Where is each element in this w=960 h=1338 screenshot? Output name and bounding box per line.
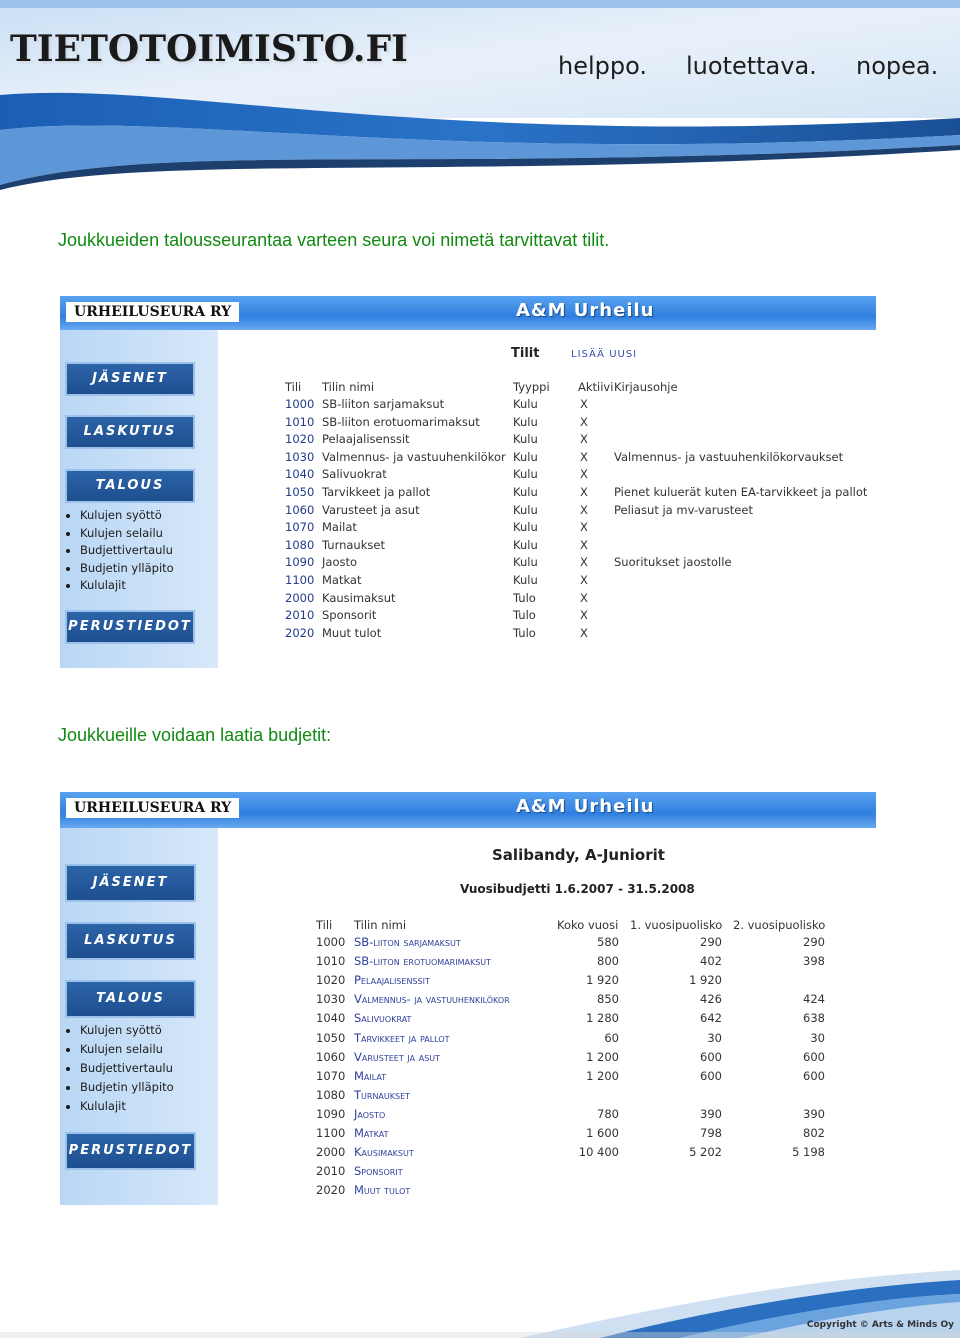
budget-cell: 1070 (316, 1068, 346, 1083)
budget-cell: 2010 (316, 1164, 346, 1179)
accounts-screenshot (60, 296, 876, 668)
budget-cell: 290 (803, 935, 825, 949)
submenu-kulujen-selailu[interactable]: • Kulujen selailu (80, 525, 174, 543)
budget-cell: Turnaukset (354, 1087, 411, 1102)
accounts-cell: Tulo (513, 608, 536, 623)
accounts-header-cell: Tilin nimi (322, 380, 375, 394)
accounts-cell: 1090 (285, 555, 315, 570)
budget-cell: 600 (803, 1049, 825, 1064)
budget-cell: Muut tulot (354, 1183, 411, 1198)
budget-cell: 1 920 (586, 973, 619, 988)
budget-cell: 30 (810, 1030, 825, 1045)
budget-cell: 780 (597, 1106, 619, 1121)
budget-header-cell: Tilin nimi (354, 918, 407, 932)
budget-cell: Pelaajalisenssit (354, 973, 430, 988)
accounts-cell: X (580, 432, 588, 447)
budget-cell: 600 (700, 1049, 722, 1064)
budget-header-cell: 2. vuosipuolisko (733, 918, 826, 932)
nav-perustiedot-button[interactable]: PERUSTIEDOT (65, 1132, 196, 1170)
submenu-kululajit[interactable]: • Kululajit (80, 1097, 174, 1116)
accounts-cell: 1000 (285, 397, 315, 411)
budget-cell: 1010 (316, 954, 346, 969)
accounts-cell: 1100 (285, 573, 315, 587)
budget-cell: 10 400 (578, 1145, 619, 1160)
accounts-cell: X (580, 625, 588, 640)
budget-header-cell: Tili (316, 918, 333, 932)
accounts-cell: Tulo (513, 625, 536, 640)
accounts-cell: X (580, 449, 588, 464)
submenu-budjettivertaulu[interactable]: • Budjettivertaulu (80, 1059, 174, 1078)
accounts-cell: Peliasut ja mv-varusteet (614, 502, 753, 517)
accounts-cell: 1050 (285, 485, 315, 499)
nav-laskutus-button[interactable]: LASKUTUS (65, 922, 196, 960)
talous-submenu (68, 1021, 174, 1116)
accounts-cell: X (580, 520, 588, 535)
budget-team-title: Salibandy, A-Juniorit (492, 846, 665, 864)
budget-cell: 600 (700, 1068, 722, 1083)
accounts-cell: X (580, 573, 588, 587)
accounts-cell[interactable]: Valmennus- ja vastuuhenkilökor (322, 449, 506, 464)
budget-cell: Matkat (354, 1126, 389, 1140)
budget-cell: 5 198 (792, 1145, 825, 1160)
submenu-budjetin-yllapito[interactable]: • Budjetin ylläpito (80, 560, 174, 578)
accounts-cell: X (580, 537, 588, 552)
accounts-cell[interactable]: Kausimaksut (322, 590, 396, 605)
budget-cell: 290 (700, 935, 722, 949)
submenu-kulujen-syotto[interactable]: • Kulujen syöttö (80, 507, 174, 525)
accounts-cell: 2010 (285, 608, 315, 623)
budget-cell: Jaosto (354, 1106, 386, 1121)
submenu-budjetin-yllapito[interactable]: • Budjetin ylläpito (80, 1078, 174, 1097)
budget-cell: 2000 (316, 1145, 346, 1160)
budget-cell: 1040 (316, 1011, 346, 1026)
nav-perustiedot-button[interactable]: PERUSTIEDOT (65, 610, 195, 644)
accounts-cell: 1030 (285, 449, 315, 464)
accounts-cell: 1040 (285, 467, 315, 482)
accounts-header-cell: Tyyppi (513, 380, 550, 394)
budget-screenshot (60, 792, 876, 1205)
budget-cell: 5 202 (689, 1145, 722, 1160)
budget-cell: 426 (700, 992, 722, 1007)
accounts-cell[interactable]: Varusteet ja asut (322, 502, 420, 517)
accounts-cell: Kulu (513, 573, 538, 587)
slogan-3: nopea. (856, 52, 939, 80)
header-banner (0, 0, 960, 190)
footer (0, 1258, 960, 1338)
accounts-header-cell: Aktiivi (578, 380, 614, 394)
budget-cell: Valmennus- ja vastuuhenkilökor (354, 992, 510, 1007)
slogan-1: helppo. (558, 52, 648, 80)
accounts-cell[interactable]: Salivuokrat (322, 467, 387, 482)
accounts-cell: Kulu (513, 520, 538, 535)
budget-cell: Salivuokrat (354, 1011, 412, 1026)
accounts-cell: Kulu (513, 414, 538, 429)
budget-cell: 850 (597, 992, 619, 1007)
talous-submenu (68, 507, 174, 595)
budget-cell: Varusteet ja asut (354, 1049, 441, 1064)
accounts-cell: 2000 (285, 590, 315, 605)
accounts-cell: X (580, 467, 588, 482)
budget-cell: Tarvikkeet ja pallot (354, 1030, 450, 1045)
submenu-budjettivertaulu[interactable]: • Budjettivertaulu (80, 542, 174, 560)
accounts-cell[interactable]: Pelaajalisenssit (322, 432, 410, 447)
side-nav (60, 330, 218, 668)
submenu-kululajit[interactable]: • Kululajit (80, 577, 174, 595)
budget-cell: 798 (700, 1126, 722, 1140)
budget-cell: 390 (700, 1106, 722, 1121)
accounts-cell[interactable]: Jaosto (322, 555, 358, 570)
accounts-cell: 1070 (285, 520, 315, 535)
budget-cell: SB-liiton sarjamaksut (354, 935, 461, 949)
copyright-text: Copyright © Arts & Minds Oy (806, 1320, 954, 1330)
budget-cell: 642 (700, 1011, 722, 1026)
accounts-cell: X (580, 502, 588, 517)
accounts-cell: 2020 (285, 625, 315, 640)
budget-period: Vuosibudjetti 1.6.2007 - 31.5.2008 (460, 882, 695, 896)
org-name: URHEILUSEURA RY (66, 798, 239, 818)
budget-header-cell: Koko vuosi (557, 918, 619, 932)
budget-cell: 1020 (316, 973, 346, 988)
brand-logo: TIETOTOIMISTO.FI (10, 28, 408, 70)
accounts-cell[interactable]: SB-liiton sarjamaksut (322, 397, 445, 411)
budget-cell: 1030 (316, 992, 346, 1007)
caption-accounts: Joukkueiden talousseurantaa varteen seura voi nimetä tarvittavat tilit. (58, 230, 610, 250)
accounts-cell: Kulu (513, 432, 538, 447)
accounts-cell: X (580, 555, 588, 570)
budget-cell: 1 920 (689, 973, 722, 988)
budget-cell: 60 (604, 1030, 619, 1045)
accounts-cell: X (580, 414, 588, 429)
budget-cell: 1050 (316, 1030, 346, 1045)
accounts-cell: X (580, 608, 588, 623)
accounts-cell[interactable]: Turnaukset (322, 537, 385, 552)
accounts-cell: 1080 (285, 537, 315, 552)
accounts-cell: 1020 (285, 432, 315, 447)
accounts-cell[interactable]: Sponsorit (322, 608, 377, 623)
nav-jasenet-button[interactable]: JÄSENET (65, 864, 196, 902)
accounts-cell: X (580, 485, 588, 499)
accounts-cell[interactable]: Muut tulot (322, 625, 382, 640)
add-account-link[interactable]: LISÄÄ UUSI (571, 349, 638, 360)
accounts-cell: Kulu (513, 467, 538, 482)
budget-cell: 402 (700, 954, 722, 969)
accounts-cell[interactable]: Matkat (322, 573, 362, 587)
app-name: A&M Urheilu (516, 300, 655, 321)
side-nav (60, 828, 218, 1205)
accounts-cell: Kulu (513, 502, 538, 517)
accounts-header-cell: Tili (285, 380, 302, 394)
submenu-kulujen-selailu[interactable]: • Kulujen selailu (80, 1040, 174, 1059)
slogan-2: luotettava. (686, 52, 817, 80)
budget-cell: 2020 (316, 1183, 346, 1198)
budget-cell: 1 200 (586, 1068, 619, 1083)
budget-cell: 600 (803, 1068, 825, 1083)
budget-cell: 1 200 (586, 1049, 619, 1064)
budget-cell: 1060 (316, 1049, 346, 1064)
accounts-cell[interactable]: Tarvikkeet ja pallot (322, 485, 431, 499)
caption-budget: Joukkueille voidaan laatia budjetit: (58, 725, 332, 745)
budget-cell: 390 (803, 1106, 825, 1121)
nav-talous-button[interactable]: TALOUS (65, 980, 196, 1018)
budget-cell: 1 600 (586, 1126, 619, 1140)
budget-cell: 424 (803, 992, 825, 1007)
budget-cell: SB-liiton erotuomarimaksut (354, 954, 492, 969)
budget-cell: 638 (803, 1011, 825, 1026)
budget-cell: 1090 (316, 1106, 346, 1121)
app-topbar (60, 792, 876, 828)
budget-cell: 1000 (316, 935, 346, 949)
budget-cell: 1080 (316, 1087, 346, 1102)
nav-jasenet-button[interactable]: JÄSENET (65, 362, 195, 396)
budget-cell: 800 (597, 954, 619, 969)
budget-cell: 398 (803, 954, 825, 969)
accounts-cell: Pienet kuluerät kuten EA-tarvikkeet ja pallot (614, 485, 868, 499)
accounts-cell: Tulo (513, 590, 536, 605)
accounts-cell: Kulu (513, 449, 538, 464)
budget-cell: 1100 (316, 1126, 346, 1140)
budget-cell: Mailat (354, 1068, 387, 1083)
nav-talous-button[interactable]: TALOUS (65, 469, 195, 503)
budget-header-cell: 1. vuosipuolisko (630, 918, 723, 932)
accounts-cell: X (580, 590, 588, 605)
app-topbar (60, 296, 876, 330)
accounts-header-cell: Kirjausohje (614, 380, 678, 394)
accounts-cell: Kulu (513, 397, 538, 411)
budget-cell: 30 (707, 1030, 722, 1045)
accounts-cell: Kulu (513, 537, 538, 552)
budget-cell: 580 (597, 935, 619, 949)
accounts-cell: Suoritukset jaostolle (614, 555, 732, 570)
budget-cell: 802 (803, 1126, 825, 1140)
accounts-cell: Valmennus- ja vastuuhenkilökorvaukset (614, 449, 844, 464)
nav-laskutus-button[interactable]: LASKUTUS (65, 415, 195, 449)
budget-cell: Kausimaksut (354, 1145, 414, 1160)
budget-cell: 1 280 (586, 1011, 619, 1026)
accounts-cell: 1010 (285, 414, 315, 429)
submenu-kulujen-syotto[interactable]: • Kulujen syöttö (80, 1021, 174, 1040)
accounts-cell[interactable]: Mailat (322, 520, 357, 535)
app-name: A&M Urheilu (516, 796, 655, 817)
org-name: URHEILUSEURA RY (66, 302, 239, 322)
accounts-cell: Kulu (513, 485, 538, 499)
budget-cell: Sponsorit (354, 1164, 403, 1179)
accounts-cell: 1060 (285, 502, 315, 517)
accounts-cell: Kulu (513, 555, 538, 570)
accounts-cell[interactable]: SB-liiton erotuomarimaksut (322, 414, 480, 429)
accounts-title: Tilit (511, 346, 540, 361)
accounts-cell: X (580, 397, 588, 411)
